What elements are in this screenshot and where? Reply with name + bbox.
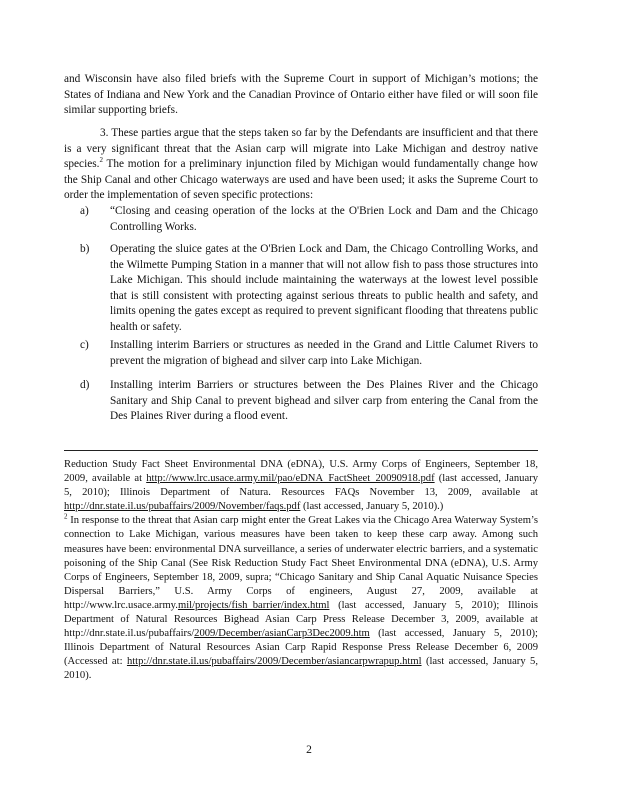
page-number: 2 <box>306 744 312 756</box>
footnote-continued <box>64 458 538 514</box>
footnote-2-number: 2 <box>64 512 68 521</box>
footnote-2-text-2: (last accessed, January 5, 2010); Illinois Department of Natural Resources Bighead Asian Carp Press Release December 3, 2009, available at http://dnr.state.il.us/pubaffairs/ <box>64 599 538 640</box>
list-item-letter-d: d) <box>80 379 90 391</box>
list-item-b: Operating the sluice gates at the O'Brien Lock and Dam, the Chicago Controlling Works, and the Wilmette Pumping Station in a manner that will not allow fish to pass those structures into Lake Michigan. This should include maintaining the waterways at the lowest level possible that is still consistent with protecting against serious threats to public health and safety, and limits opening the gates except as required to prevent significant flooding that threatens public health or safety. <box>110 243 538 333</box>
list-item-a: “Closing and ceasing operation of the locks at the O'Brien Lock and Dam and the Chicago Controlling Works. <box>110 205 538 233</box>
footnote-2-text-1: In response to the threat that Asian carp might enter the Great Lakes via the Chicago Area Waterway System’s connection to Lake Michigan, various measures have been taken to keep these carp away. Among such measures have been: environmental DNA surveillance, a series of underwater electric barriers, and a systematic poisoning of the Ship Canal (See Risk Reduction Study Fact Sheet Environmental DNA (eDNA), U.S. Army Corps of Engineers, September 18, 2009, supra; “Chicago Sanitary and Ship Canal Aquatic Nuisance Species Dispersal Barriers,” U.S. Army Corps of engineers, August 27, 2009, available at http://www.lrc.usace.army. <box>64 515 538 611</box>
footnote-continued-link-1[interactable]: http://www.lrc.usace.army.mil/pao/eDNA_FactSheet_20090918.pdf <box>146 473 435 485</box>
footnote-ref-2[interactable]: 2 <box>99 156 103 165</box>
footnote-2-text-3: (last accessed, January 5, 2010); Illinois Department of Natural Resources Asian Carp Rapid Response Press Release December 6, 2009 (Accessed at: <box>64 628 538 668</box>
footnote-continued-text-3: (last accessed, January 5, 2010).) <box>300 501 444 513</box>
footnote-2 <box>64 514 538 683</box>
list-item-letter-b: b) <box>80 243 90 255</box>
footnotes <box>64 458 538 684</box>
footnote-continued-text-2: (last accessed, January 5, 2010); Illinois Department of Natura. Resources FAQs November 13, 2009, available at <box>64 473 538 499</box>
list-item-c: Installing interim Barriers or structures as needed in the Grand and Little Calumet Rivers to prevent the migration of bighead and silver carp into Lake Michigan. <box>110 339 538 367</box>
footnote-2-link-2[interactable]: 2009/December/asianCarp3Dec2009.htm <box>194 628 370 640</box>
footnote-2-text-4: (last accessed, January 5, 2010). <box>64 656 538 682</box>
footnote-continued-text-1: Reduction Study Fact Sheet Environmental DNA (eDNA), U.S. Army Corps of Engineers, September 18, 2009, available at <box>64 459 538 485</box>
footnote-2-link-3[interactable]: http://dnr.state.il.us/pubaffairs/2009/December/asiancarpwrapup.html <box>126 656 422 668</box>
list-item-letter-c: c) <box>80 339 89 351</box>
paragraph-continuation: and Wisconsin have also filed briefs with the Supreme Court in support of Michigan’s motions; the States of Indiana and New York and the Canadian Province of Ontario either have filed or will soon file similar supporting briefs. <box>64 73 538 117</box>
paragraph-3-text-after: The motion for a preliminary injunction filed by Michigan would fundamentally change how the Ship Canal and other Chicago waterways are used and have been used; it asks the Supreme Court to order the implementation of seven specific protections: <box>64 158 538 202</box>
footnote-continued-link-2[interactable]: http://dnr.state.il.us/pubaffairs/2009/November/faqs.pdf <box>64 501 301 513</box>
footnote-2-link-1[interactable]: mil/projects/fish_barrier/index.html <box>177 599 330 611</box>
list-item-d: Installing interim Barriers or structures between the Des Plaines River and the Chicago Sanitary and Ship Canal to prevent bighead and silver carp from entering the Canal from the Des Plaines River during a flood event. <box>110 379 538 423</box>
list-item-letter-a: a) <box>80 205 89 217</box>
paragraph-3 <box>64 126 538 204</box>
paragraph-3-text-before: 3. These parties argue that the steps taken so far by the Defendants are insufficient and that there is a very significant threat that the Asian carp will migrate into Lake Michigan and destroy native species. <box>64 127 538 171</box>
footnote-separator <box>64 450 538 451</box>
